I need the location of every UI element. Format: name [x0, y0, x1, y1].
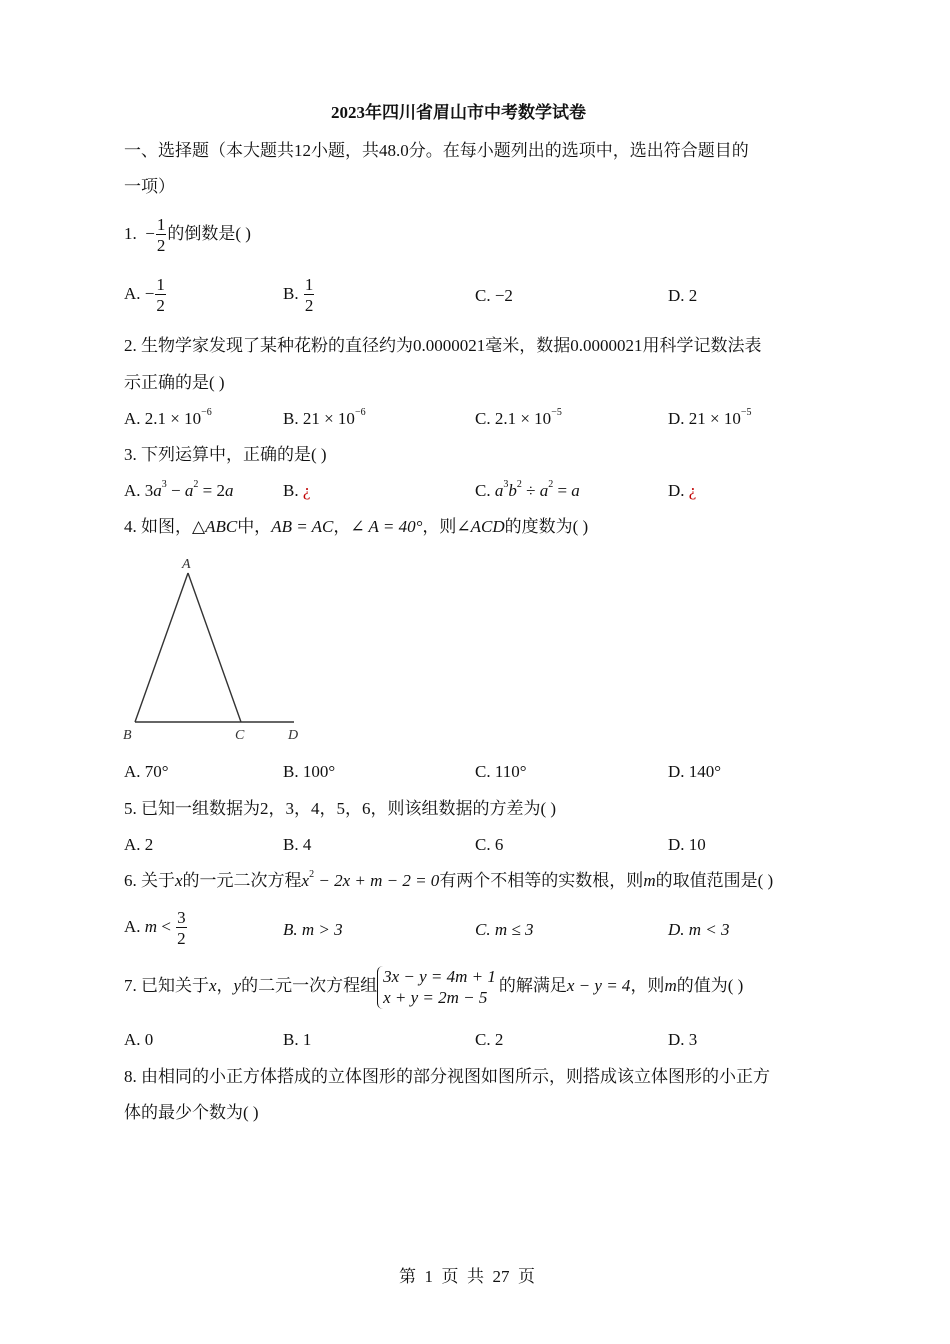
q6-option-a: A. m < $\frac{3}{2}$	[124, 908, 186, 948]
question-2: 2. 生物学家发现了某种花粉的直径约为0.0000021毫米，数据0.0000021用科学记数法表	[124, 336, 762, 355]
question-1: 1. − $\frac{1}{2}$ 的倒数是( )	[124, 215, 251, 255]
question-7: 7. 已知关于x，y的二元一次方程组 3x − y = 4m + 1 x + y = 2m − 5 的解满足x − y = 4，则m的值为( )	[124, 967, 744, 1008]
q6-option-b: B. m > 3	[283, 920, 343, 939]
q2-option-d: D. $21 \times 10^{-5}$	[668, 407, 752, 428]
section-heading-cont: 一项）	[124, 177, 175, 196]
q3-option-c: C. $a^3b^2 \div a^2 = a$	[475, 479, 580, 500]
q3-option-a: A. $3a^3 - a^2 = 2a$	[124, 479, 234, 500]
q6-option-c: C. m ≤ 3	[475, 920, 534, 939]
q2-option-b: B. $21 \times 10^{-6}$	[283, 407, 366, 428]
q5-option-b: B. 4	[283, 835, 312, 854]
question-2-cont: 示正确的是( )	[124, 373, 225, 392]
side-ab	[135, 573, 188, 722]
q1-option-b: B. $\frac{1}{2}$	[283, 275, 314, 315]
q4-option-c: C. 110°	[475, 762, 527, 781]
q1-option-a: A. − $\frac{1}{2}$	[124, 275, 165, 315]
page-title: 2023年四川省眉山市中考数学试卷	[331, 103, 586, 122]
equation-system: 3x − y = 4m + 1 x + y = 2m − 5	[377, 966, 499, 1009]
q3-option-b: B. ¿	[283, 481, 311, 500]
q7-option-b: B. 1	[283, 1030, 312, 1049]
q5-option-a: A. 2	[124, 835, 154, 854]
q3-option-d: D. ¿	[668, 481, 697, 500]
question-3: 3. 下列运算中，正确的是( )	[124, 445, 327, 464]
question-8: 8. 由相同的小正方体搭成的立体图形的部分视图如图所示，则搭成该立体图形的小正方	[124, 1067, 770, 1086]
side-ac	[188, 573, 241, 722]
label-a: A	[182, 557, 191, 572]
question-6: 6. 关于x的一元二次方程$x^2 - 2x + m - 2 = 0$有两个不相等的实数根，则m的取值范围是( )	[124, 869, 774, 890]
q1-option-d: D. 2	[668, 286, 698, 305]
label-d: D	[288, 728, 299, 743]
question-4: 4. 如图，△ABC中，AB = AC，∠ A = 40°，则∠ACD的度数为( )	[124, 517, 589, 536]
q5-option-c: C. 6	[475, 835, 504, 854]
label-b: B	[123, 728, 132, 743]
triangle-figure	[118, 553, 318, 743]
page-footer: 第 1 页 共 27 页	[399, 1267, 535, 1286]
question-5: 5. 已知一组数据为2，3，4，5，6，则该组数据的方差为( )	[124, 799, 557, 818]
section-heading: 一、选择题（本大题共12小题，共48.0分。在每小题列出的选项中，选出符合题目的	[124, 141, 749, 160]
label-c: C	[235, 728, 245, 743]
q5-option-d: D. 10	[668, 835, 706, 854]
q4-option-d: D. 140°	[668, 762, 722, 781]
q2-option-c: C. $2.1 \times 10^{-5}$	[475, 407, 562, 428]
fraction: $\frac{1}{2}$	[156, 215, 166, 255]
q7-option-a: A. 0	[124, 1030, 154, 1049]
q2-option-a: A. $2.1 \times 10^{-6}$	[124, 407, 212, 428]
q6-option-d: D. m < 3	[668, 920, 730, 939]
q1-option-c: C. −2	[475, 286, 513, 305]
q7-option-d: D. 3	[668, 1030, 698, 1049]
q4-option-a: A. 70°	[124, 762, 169, 781]
question-8-cont: 体的最少个数为( )	[124, 1103, 259, 1122]
q7-option-c: C. 2	[475, 1030, 504, 1049]
q4-option-b: B. 100°	[283, 762, 336, 781]
